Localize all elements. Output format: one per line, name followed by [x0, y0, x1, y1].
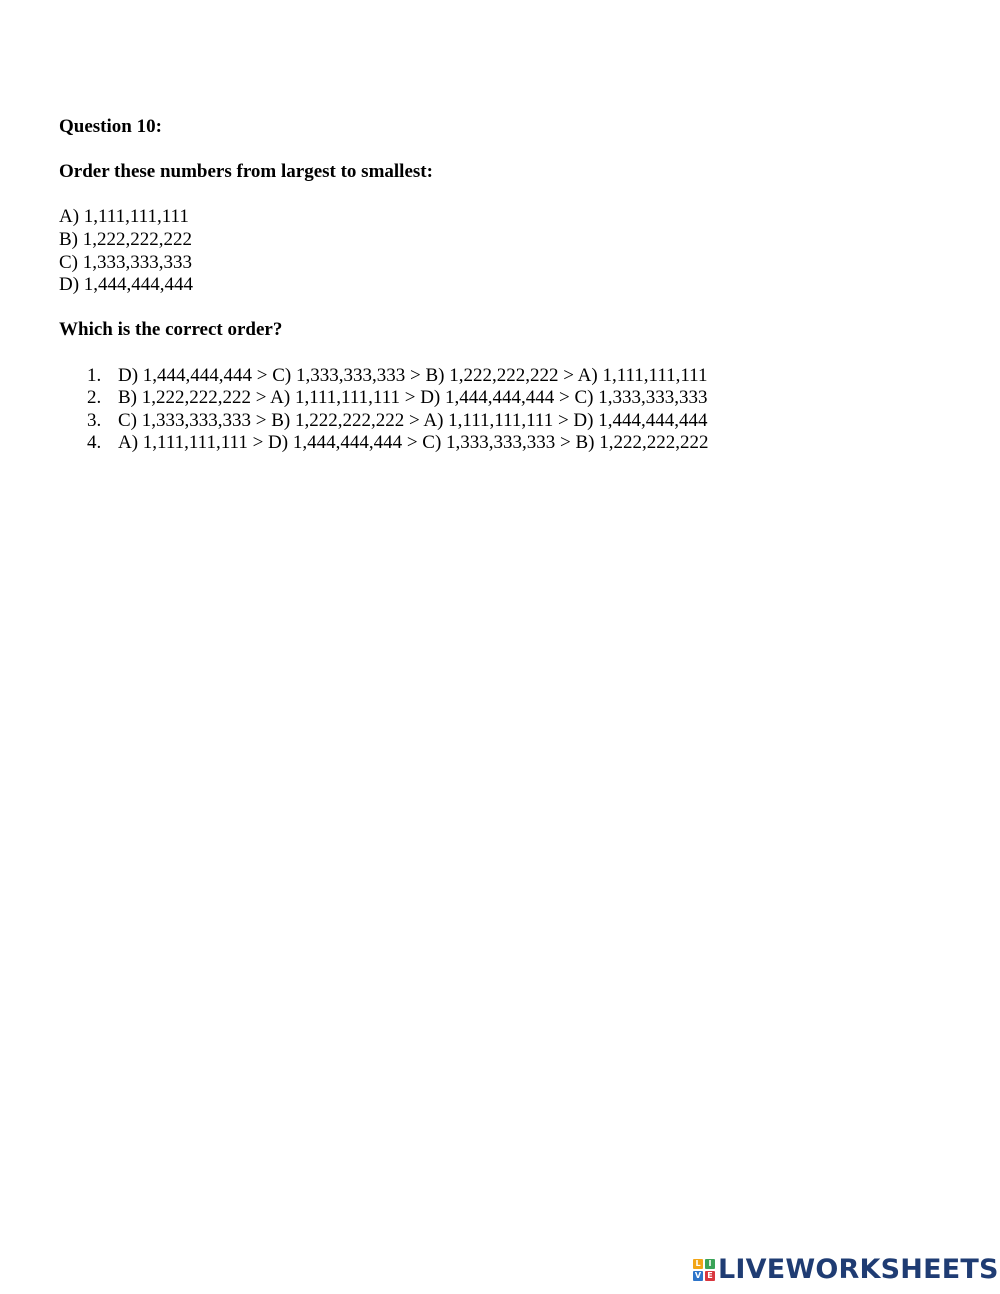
choice-b: B) 1,222,222,222 — [59, 228, 192, 250]
logo-tile-v: V — [694, 1271, 702, 1280]
logo-tile-l: L — [693, 1259, 703, 1269]
question-prompt: Order these numbers from largest to smallest: — [59, 161, 433, 183]
answer-option-1[interactable] — [59, 365, 959, 388]
logo-tile-i: I — [705, 1259, 715, 1269]
question-title: Question 10: — [59, 116, 162, 137]
choice-c: C) 1,333,333,333 — [59, 251, 192, 273]
answer-number: 4. — [87, 432, 102, 454]
logo-tile-e: E — [705, 1271, 715, 1281]
liveworksheets-logo-icon — [693, 1259, 715, 1281]
answer-prompt: Which is the correct order? — [59, 319, 283, 341]
answer-text: A) 1,111,111,111 > D) 1,444,444,444 > C) 1,333,333,333 > B) 1,222,222,222 — [118, 432, 709, 454]
liveworksheets-logo — [693, 1256, 999, 1284]
answer-option-4[interactable] — [59, 432, 959, 455]
answer-number: 1. — [87, 364, 102, 386]
answer-options — [59, 365, 959, 455]
brand-name: LIVEWORKSHEETS — [718, 1254, 999, 1285]
answer-option-2[interactable] — [59, 387, 959, 410]
answer-text: C) 1,333,333,333 > B) 1,222,222,222 > A) 1,111,111,111 > D) 1,444,444,444 — [118, 409, 708, 431]
answer-number: 2. — [87, 387, 102, 409]
number-choices — [59, 206, 959, 296]
choice-a: A) 1,111,111,111 — [59, 206, 189, 228]
answer-text: B) 1,222,222,222 > A) 1,111,111,111 > D) 1,444,444,444 > C) 1,333,333,333 — [118, 387, 708, 409]
answer-text: D) 1,444,444,444 > C) 1,333,333,333 > B) 1,222,222,222 > A) 1,111,111,111 — [118, 364, 708, 386]
answer-option-3[interactable] — [59, 410, 959, 433]
choice-d: D) 1,444,444,444 — [59, 274, 194, 296]
worksheet-page — [59, 116, 959, 455]
answer-number: 3. — [87, 409, 102, 431]
